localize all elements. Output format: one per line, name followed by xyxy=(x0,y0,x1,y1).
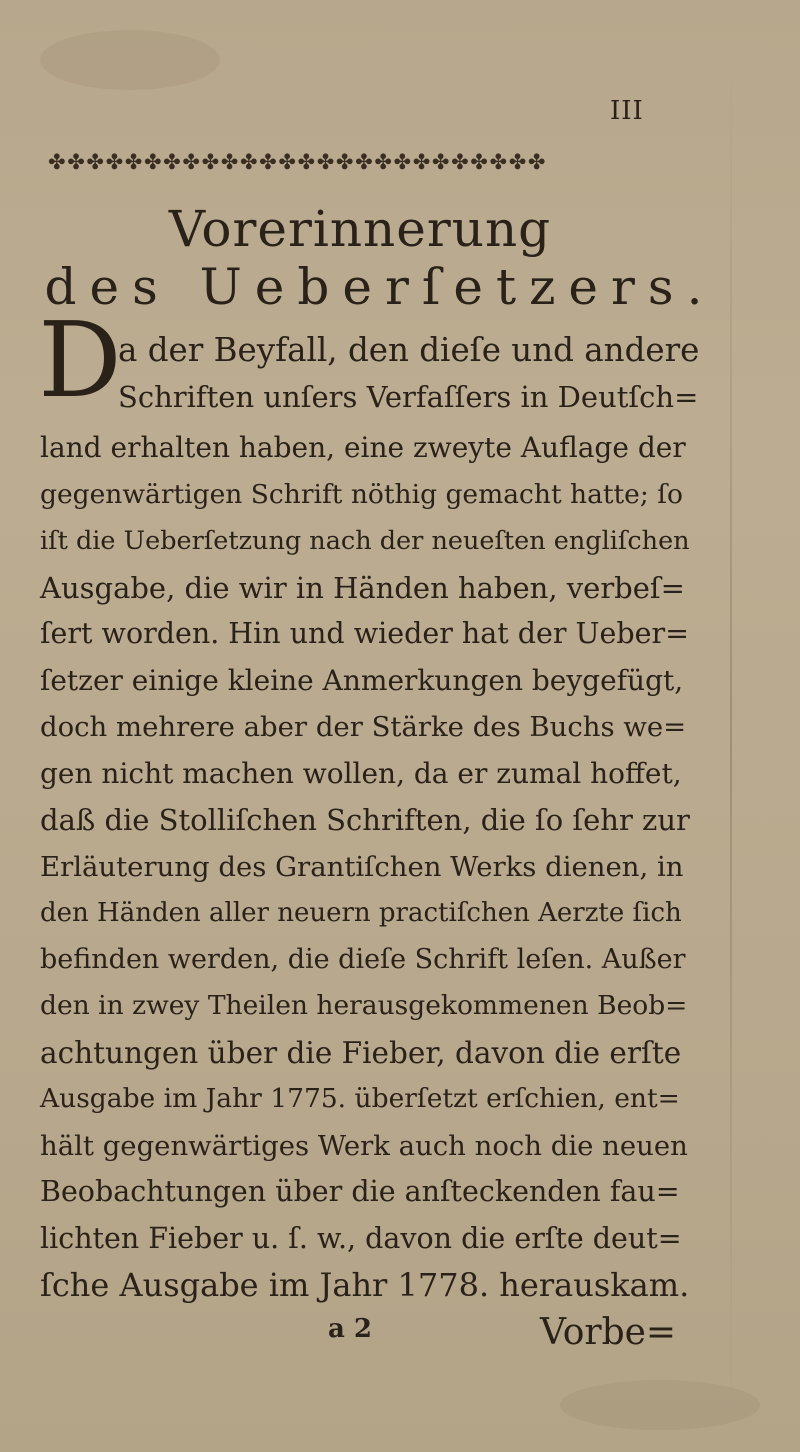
catchword: Vorbe= xyxy=(540,1312,677,1353)
drop-cap: D xyxy=(38,299,122,421)
text-line: lichten Fieber u. ſ. w., davon die erſte deut= xyxy=(40,1221,682,1255)
text-line: iſt die Ueberſetzung nach der neueſten engliſchen xyxy=(40,526,690,556)
text-line: ſert worden. Hin und wieder hat der Ueber= xyxy=(40,617,690,650)
text-line: hält gegenwärtiges Werk auch noch die neuen xyxy=(40,1129,688,1162)
ornament-border: ✤✤✤✤✤✤✤✤✤✤✤✤✤✤✤✤✤✤✤✤✤✤✤✤✤✤ xyxy=(48,150,548,174)
text-line: doch mehrere aber der Stärke des Buchs we= xyxy=(40,711,687,743)
text-line: gen nicht machen wollen, da er zumal hoffet, xyxy=(40,756,682,790)
text-line: land erhalten haben, eine zweyte Auflage der xyxy=(40,431,686,464)
text-line: Schriften unſers Verfaſſers in Deutſch= xyxy=(118,379,699,414)
text-line: achtungen über die Fieber, davon die erſte xyxy=(40,1035,682,1070)
text-line: ſche Ausgabe im Jahr 1778. herauskam. xyxy=(40,1266,690,1304)
text-line: ſetzer einige kleine Anmerkungen beygefügt, xyxy=(40,663,684,697)
title-line-2: des Ueberſetzers. xyxy=(44,258,716,316)
text-line: gegenwärtigen Schrift nöthig gemacht hatte; ſo xyxy=(40,478,683,510)
page-number: III xyxy=(610,96,644,126)
text-line: den in zwey Theilen herausgekommenen Beob= xyxy=(40,990,688,1021)
text-line: den Händen aller neuern practiſchen Aerzte ſich xyxy=(40,898,682,928)
text-line: befinden werden, die dieſe Schrift leſen. Außer xyxy=(40,943,686,975)
paper-stain xyxy=(40,30,220,90)
text-line: daß die Stolliſchen Schriften, die ſo ſehr zur xyxy=(40,803,690,837)
title-line-1: Vorerinnerung xyxy=(168,200,552,258)
text-line: Beobachtungen über die anſteckenden fau= xyxy=(40,1175,680,1208)
signature-mark: a 2 xyxy=(328,1314,372,1344)
text-line: Ausgabe im Jahr 1775. überſetzt erſchien, ent= xyxy=(40,1083,680,1114)
text-line: a der Beyfall, den dieſe und andere xyxy=(118,331,700,369)
text-line: Ausgabe, die wir in Händen haben, verbeſ= xyxy=(40,570,685,605)
text-line: Erläuterung des Grantiſchen Werks dienen, in xyxy=(40,850,684,883)
